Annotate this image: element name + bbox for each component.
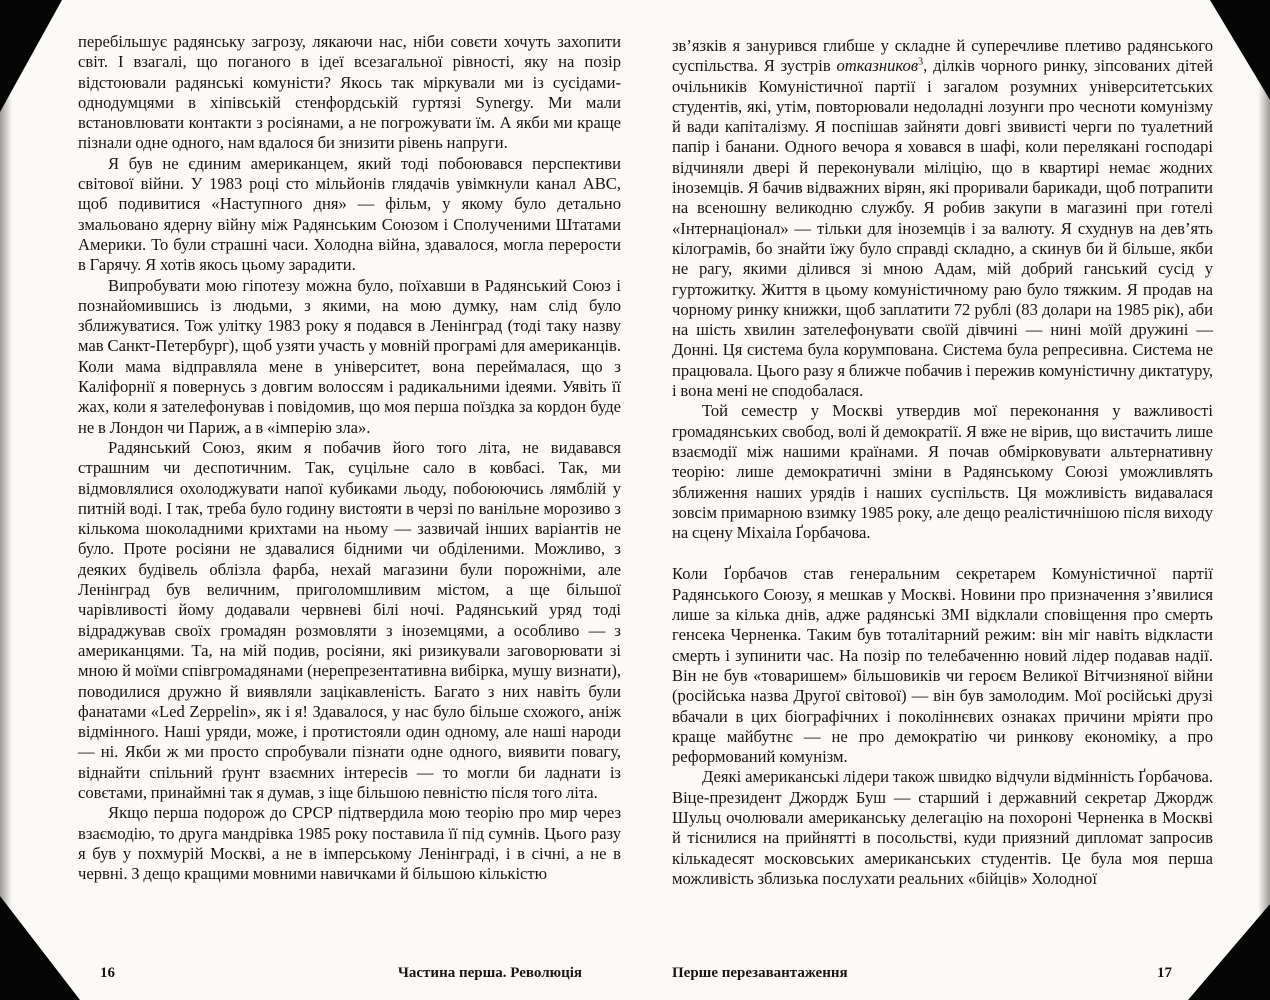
right-page-text [672, 36, 1213, 964]
paragraph: Якщо перша подорож до СРСР підтвердила мою теорію про мир через взаємодію, то друга мандрівка 1985 року поставила її під сумнів. Цього разу я був у похмурій Москві, а не в імперському Ленінграді, і в січні, а не в червні. З дещо кращими мовними навичками й більшою кількістю [78, 803, 621, 884]
right-page-footer [672, 964, 1213, 988]
paragraph-segment: , ділків чорного ринку, зіпсованих дітей очільників Комуністичної партії і загалом розумних університетських студентів, які, утім, повторювали недоладні лозунги про чесноти комунізму й вади капіталізму. Я поспішав зайняти довгі звивисті черги по туалетний папір і банани. Одного вечора я ховався в шафі, коли перелякані господарі відчиняли двері й переконували міліцію, що в квартирі немає жодних іноземців. Я бачив відважних вірян, які проривали барикади, щоб потрапити на всеношну великодню службу. Я робив закупи в магазині при готелі «Інтернаціонал» — тільки для іноземців і за валюту. Я схуднув на дев’ять кілограмів, бо знайти їжу було справді складно, а скинув би й більше, якби не рагу, якими ділився зі мною Адам, мій добрий ганський сусід у гуртожитку. Життя в цьому комуністичному раю було тяжким. Я продав на чорному ринку книжки, щоб заплатити 72 рублі (83 долари на 1985 рік), аби на шість хвилин зателефонувати своїй дівчині — нині моїй дружині — Донні. Ця система була корумпована. Система була репресивна. Система не працювала. Цього разу я ближче побачив і пережив комуністичну диктатуру, і вона мені не сподобалася. [672, 56, 1213, 401]
left-page-text [78, 32, 621, 964]
footnote-reference: 3 [918, 56, 924, 68]
left-page-footer [78, 964, 621, 988]
right-page [635, 0, 1270, 1000]
right-running-title: Перше перезавантаження [672, 965, 848, 981]
left-page-number: 16 [100, 965, 115, 981]
paragraph: Випробувати мою гіпотезу можна було, поїхавши в Радянський Союз і познайомившись із людьми, з якими, на мою думку, нам слід було зближуватися. Тож улітку 1983 року я подався в Ленінград (тоді таку назву мав Санкт-Петербург), щоб узяти участь у мовній програмі для американців. Коли мама відправляла мене в університет, вона переймалася, що з Каліфорнії я повернусь з довгим волоссям і радикальними ідеями. Уявіть її жах, коли я зателефонував і повідомив, що моя перша поїздка за кордон буде не в Лондон чи Париж, а в «імперію зла». [78, 275, 621, 437]
paragraph: Я був не єдиним американцем, який тоді побоювався перспективи світової війни. У 1983 році сто мільйонів глядачів увімкнули канал ABC, щоб подивитися «Наступного дня» — фільм, у якому було детально змальовано ядерну війну між Радянським Союзом і Сполученими Штатами Америки. То були страшні часи. Холодна війна, здавалося, могла перерости в Гарячу. Я хотів якось цьому зарадити. [78, 153, 621, 275]
paragraph-segment: зв’язків я занурився глибше у складне й суперечливе плетиво радянського суспільства. Я зустрів [672, 36, 1213, 76]
paragraph: Деякі американські лідери також швидко відчули відмінність Ґорбачова. Віце-президент Джордж Буш — старший і державний секретар Джордж Шульц очолювали американську делегацію на похороні Черненка в Москві й тіснилися на прийнятті в посольстві, куди приязний дипломат запросив кількадесят московських американських студентів. Це була моя перша можливість зблизька послухати реальних «бійців» Холодної [672, 767, 1213, 888]
paragraph: Коли Ґорбачов став генеральним секретарем Комуністичної партії Радянського Союзу, я мешкав у Москві. Новини про призначення з’явилися лише за кілька днів, адже радянські ЗМІ відклали сповіщення про смерть генсека Черненка. Таким був тоталітарний режим: він міг навіть відкласти смерть і зупинити час. На позір по телебаченню новий лідер подавав надії. Він не був «товаришем» більшовиків чи героєм Великої Вітчизняної війни (російська назва Другої світової) — він був замолодим. Мої російські друзі вбачали в цих біографічних і поколіннєвих ознаках причини мріяти про краще майбутнє — не про демократію чи ринкову економіку, а про реформований комунізм. [672, 564, 1213, 767]
paragraph [672, 36, 1213, 401]
paragraph: Радянський Союз, яким я побачив його того літа, не видавався страшним чи деспотичним. Так, суцільне сало в ковбасі. Так, ми відмовлялися охолоджувати напої кубиками льоду, побоюючись лямблій у питній воді. І так, треба було годину вистояти в черзі по ванільне морозиво з кількома шоколадними крихтами на ньому — зазвичай інших варіантів не було. Проте росіяни не здавалися бідними чи обділеними. Можливо, з деяких будівель облізла фарба, нехай магазини були порожніми, але Ленінград був величним, приголомшливим містом, а ще більшої чарівливості йому додавали червневі білі ночі. Радянський уряд тоді відраджував своїх громадян розмовляти з іноземцями, а особливо — з американцями. Та, на мій подив, росіяни, які ризикували заговорювати зі мною й моїми співгромадянами (нерепрезентативна вибірка, мушу визнати), поводилися дружно й виявляли зацікавленість. Багато з них навіть були фанатами «Led Zeppelin», як і я! Здавалося, у нас було більше схожого, аніж відмінного. Наші уряди, може, і протистояли один одному, але наші народи — ні. Якби ж ми просто спробували пізнати одне одного, виявити повагу, віднайти спільний ґрунт взаємних інтересів — то могли би ладнати із совєтами, принаймні так я думав, з іще більшою певністю після того літа. [78, 437, 621, 802]
paragraph: перебільшує радянську загрозу, лякаючи нас, ніби совєти хочуть захопити світ. І взагалі, що поганого в ідеї всезагальної рівності, яку на позір відстоювали радянські комуністи? Якось так міркували ми із сусідами-однодумцями в хіпівській стенфордській гуртязі Synergy. Ми мали встановлювати контакти з росіянами, а не погрожувати їм. А якби ми краще пізнали одне одного, нам вдалося би знизити рівень напруги. [78, 32, 621, 153]
paragraph: Той семестр у Москві утвердив мої переконання у важливості громадянських свобод, волі й демократії. Я вже не вірив, що вистачить лише взаємодії між нашими країнами. Я почав обмірковувати альтернативну теорію: лише демократичні зміни в Радянському Союзі уможливлять зближення наших урядів і наших суспільств. Ця можливість видавалася зовсім примарною взимку 1985 року, але дещо реалістичнішою після виходу на сцену Міхаіла Ґорбачова. [672, 401, 1213, 543]
italic-term: отказников [836, 56, 919, 76]
left-running-title: Частина перша. Революція [397, 965, 582, 981]
right-page-number: 17 [1157, 965, 1172, 981]
